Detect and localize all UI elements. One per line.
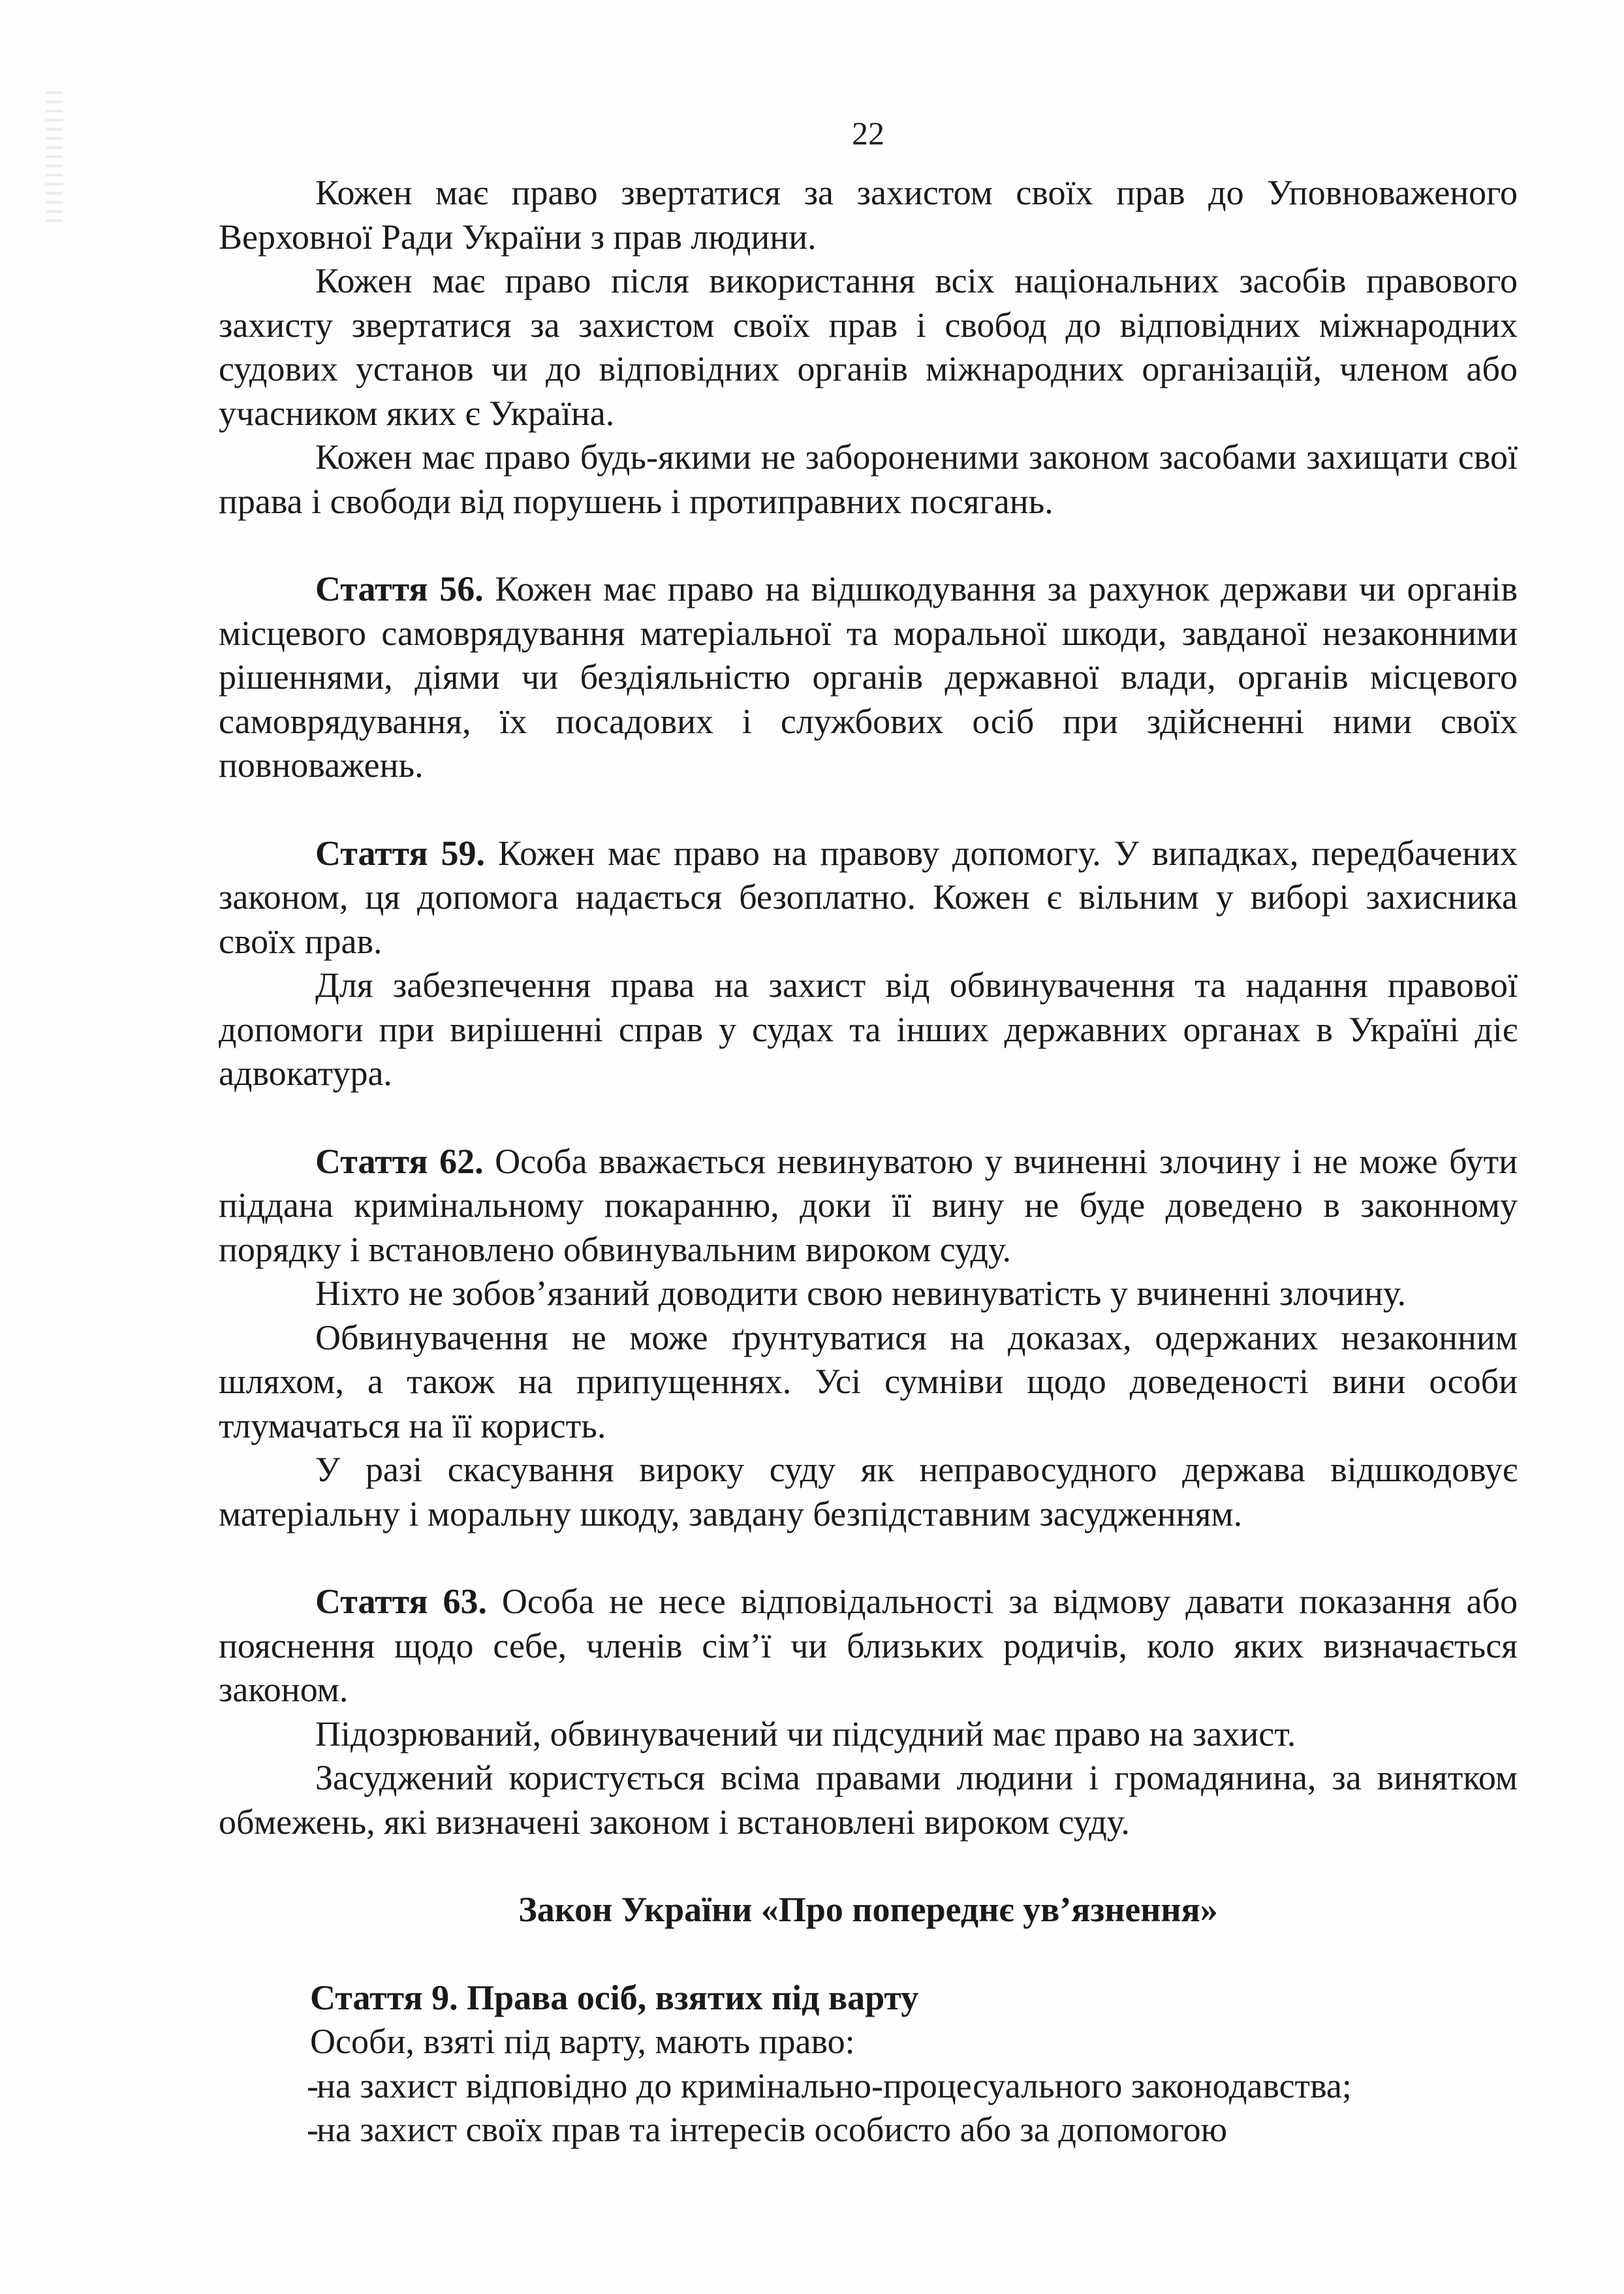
article-63-paragraph-2: Підозрюваний, обвинувачений чи підсудний має право на захист. <box>315 1714 1296 1753</box>
article-56-text: Кожен має право на відшкодування за рахунок держави чи органів місцевого самоврядування матеріальної та моральної шкоди, завданої незаконними рішеннями, діями чи бездіяльністю органів державної влади, органів місцевого самоврядування, їх посадових і службових осіб при здійсненні ними своїх повноважень. <box>219 569 1518 785</box>
article-62 <box>219 1140 1518 1272</box>
article-62-paragraph-2: Ніхто не зобов’язаний доводити свою невинуватість у вчиненні злочину. <box>315 1274 1406 1313</box>
spacer <box>219 788 1518 832</box>
article-59-text: Кожен має право на правову допомогу. У випадках, передбачених законом, ця допомога надається безоплатно. Кожен є вільним у виборі захисника своїх прав. <box>219 833 1518 961</box>
paragraph-international-remedies: Кожен має право після використання всіх національних засобів правового захисту звертатися за захистом своїх прав і свобод до відповідних міжнародних судових установ чи до відповідних органів міжнародних організацій, членом або учасником яких є Україна. <box>219 261 1518 433</box>
paragraph-ombudsman: Кожен має право звертатися за захистом своїх прав до Уповноваженого Верховної Ради України з прав людини. <box>219 173 1518 257</box>
article-62-label: Стаття 62. <box>315 1141 484 1181</box>
article-56-label: Стаття 56. <box>315 569 484 608</box>
article-62-text: Особа вважається невинуватою у вчиненні злочину і не може бути піддана кримінальному покаранню, доки її вину не буде доведено в законному порядку і встановлено обвинувальним вироком суду. <box>219 1141 1518 1269</box>
spacer <box>219 1844 1518 1888</box>
paragraph-self-defense-rights: Кожен має право будь-якими не забороненими законом засобами захищати свої права і свободи від порушень і протиправних посягань. <box>219 437 1518 521</box>
list-item <box>219 2108 1518 2152</box>
list-dash: - <box>307 2110 319 2149</box>
article-63 <box>219 1580 1518 1712</box>
article-62-paragraph-3: Обвинувачення не може ґрунтуватися на доказах, одержаних незаконним шляхом, а також на припущеннях. Усі сумніви щодо доведеності вини особи тлумачаться на її користь. <box>219 1317 1518 1445</box>
article-62-paragraph-4: У разі скасування вироку суду як неправосудного держава відшкодовує матеріальну і моральну шкоду, завдану безпідставним засудженням. <box>219 1450 1518 1533</box>
article-59-paragraph-2: Для забезпечення права на захист від обвинувачення та надання правової допомоги при вирішенні справ у судах та інших державних органах в Україні діє адвокатура. <box>219 966 1518 1093</box>
spacer <box>219 524 1518 567</box>
spacer <box>219 1536 1518 1580</box>
article-63-text: Особа не несе відповідальності за відмову давати показання або пояснення щодо себе, членів сім’ї чи близьких родичів, коло яких визначається законом. <box>219 1582 1518 1709</box>
article-63-label: Стаття 63. <box>315 1582 488 1621</box>
list-dash: - <box>307 2066 319 2105</box>
article-59 <box>219 832 1518 964</box>
article-9-rights-list <box>219 2064 1518 2152</box>
page-number: 22 <box>852 115 884 151</box>
list-item-text: на захист відповідно до кримінально-процесуального законодавства; <box>317 2066 1352 2105</box>
law-heading: Закон України «Про попереднє ув’язнення» <box>518 1890 1218 1929</box>
article-9-heading: Стаття 9. Права осіб, взятих під варту <box>310 1977 919 2017</box>
article-9-intro: Особи, взяті під варту, мають право: <box>310 2022 855 2061</box>
list-item <box>219 2064 1518 2109</box>
article-59-label: Стаття 59. <box>315 833 485 873</box>
spacer <box>219 1096 1518 1140</box>
list-item-text: на захист своїх прав та інтересів особисто або за допомогою <box>317 2110 1228 2149</box>
article-63-paragraph-3: Засуджений користується всіма правами людини і громадянина, за винятком обмежень, які визначені законом і встановлені вироком суду. <box>219 1758 1518 1842</box>
scan-artifact <box>46 91 63 228</box>
article-56 <box>219 567 1518 788</box>
document-body <box>219 171 1518 2152</box>
spacer <box>219 1932 1518 1976</box>
